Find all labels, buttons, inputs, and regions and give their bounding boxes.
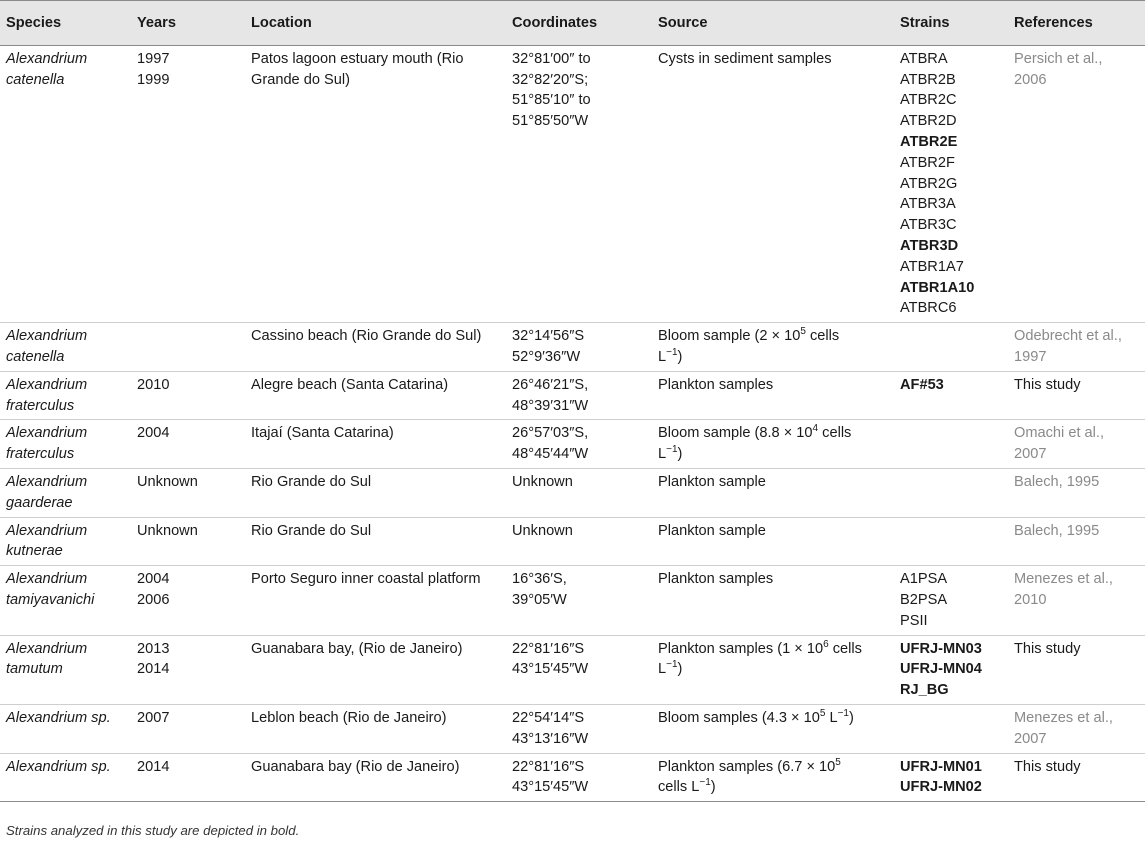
reference-cell	[1008, 420, 1145, 469]
years-cell	[131, 468, 245, 517]
strain-name: UFRJ-MN02	[900, 779, 982, 796]
years-cell-line: Unknown	[137, 473, 198, 490]
years-cell	[131, 566, 245, 635]
coordinates-cell	[506, 517, 652, 566]
source-cell: Plankton samples ($6.7 \times 10^5$ cells $L^{-1}$)	[652, 753, 894, 802]
header-coordinates: Coordinates	[506, 1, 652, 46]
species-cell-line: catenella	[6, 348, 65, 365]
strains-cell	[894, 635, 1008, 704]
coordinates-cell	[506, 566, 652, 635]
location-cell	[245, 517, 506, 566]
species-cell-line: Alexandrium sp.	[6, 758, 111, 775]
header-location: Location	[245, 1, 506, 46]
coordinates-cell	[506, 704, 652, 753]
location-cell-line: Guanabara bay (Rio de Janeiro)	[251, 758, 460, 775]
species-cell	[0, 420, 131, 469]
strain-name: ATBR1A7	[900, 258, 964, 275]
years-cell-line: Unknown	[137, 522, 198, 539]
strains-cell	[894, 468, 1008, 517]
years-cell-line: 2007	[137, 709, 170, 726]
coordinates-cell	[506, 753, 652, 802]
location-cell	[245, 420, 506, 469]
reference-cell	[1008, 468, 1145, 517]
coordinates-cell-line: 32°82′20″S;	[512, 71, 589, 88]
table-header	[0, 1, 1145, 46]
source-cell: Bloom sample ($2 \times 10^5$ cells $L^{-1}$)	[652, 323, 894, 372]
years-cell	[131, 753, 245, 802]
strain-name: ATBR3A	[900, 196, 956, 213]
species-cell	[0, 753, 131, 802]
location-cell	[245, 635, 506, 704]
strain-name: ATBRA	[900, 50, 948, 67]
coordinates-cell-line: 32°81′00″ to	[512, 50, 591, 67]
source-cell: Plankton sample	[652, 517, 894, 566]
reference-cell-line: Menezes et al.,	[1014, 571, 1113, 588]
table-row	[0, 420, 1145, 469]
location-cell-line: Grande do Sul)	[251, 71, 350, 88]
source-cell: Bloom sample ($8.8 \times 10^4$ cells $L^{-1}$)	[652, 420, 894, 469]
species-cell	[0, 704, 131, 753]
strain-name: ATBR2C	[900, 92, 957, 109]
coordinates-cell	[506, 468, 652, 517]
reference-cell-line: 2010	[1014, 591, 1047, 608]
strains-cell	[894, 566, 1008, 635]
strain-name: B2PSA	[900, 591, 948, 608]
coordinates-cell-line: 43°13′16″W	[512, 730, 589, 747]
species-cell	[0, 468, 131, 517]
location-cell	[245, 566, 506, 635]
location-cell	[245, 704, 506, 753]
header-references: References	[1008, 1, 1145, 46]
coordinates-cell	[506, 420, 652, 469]
strain-name: ATBR3C	[900, 217, 957, 234]
species-cell	[0, 371, 131, 420]
coordinates-cell-line: Unknown	[512, 522, 573, 539]
years-cell	[131, 635, 245, 704]
species-cell	[0, 635, 131, 704]
table-row	[0, 704, 1145, 753]
years-cell-line: 2013	[137, 640, 170, 657]
years-cell	[131, 517, 245, 566]
years-cell-line: 2010	[137, 376, 170, 393]
location-cell-line: Itajaí (Santa Catarina)	[251, 425, 394, 442]
table-row	[0, 45, 1145, 322]
table-row	[0, 371, 1145, 420]
coordinates-cell	[506, 371, 652, 420]
location-cell-line: Cassino beach (Rio Grande do Sul)	[251, 328, 482, 345]
species-cell-line: tamiyavanichi	[6, 591, 95, 608]
reference-cell	[1008, 323, 1145, 372]
reference-cell	[1008, 566, 1145, 635]
reference-cell	[1008, 753, 1145, 802]
years-cell	[131, 323, 245, 372]
location-cell	[245, 371, 506, 420]
species-cell-line: Alexandrium	[6, 522, 88, 539]
years-cell	[131, 45, 245, 322]
strain-name: ATBR1A10	[900, 279, 975, 296]
location-cell	[245, 753, 506, 802]
species-cell	[0, 323, 131, 372]
strains-cell	[894, 45, 1008, 322]
species-cell	[0, 517, 131, 566]
coordinates-cell-line: 52°9′36″W	[512, 348, 581, 365]
species-cell	[0, 45, 131, 322]
years-cell	[131, 420, 245, 469]
reference-cell	[1008, 635, 1145, 704]
table-row	[0, 323, 1145, 372]
reference-cell	[1008, 371, 1145, 420]
years-cell	[131, 371, 245, 420]
coordinates-cell-line: 48°39′31″W	[512, 397, 589, 414]
table-row	[0, 468, 1145, 517]
reference-cell-line: 1997	[1014, 348, 1047, 365]
years-cell-line: 1997	[137, 50, 170, 67]
species-cell-line: Alexandrium	[6, 473, 88, 490]
coordinates-cell-line: 48°45′44″W	[512, 446, 589, 463]
location-cell-line: Rio Grande do Sul	[251, 522, 372, 539]
source-cell: Cysts in sediment samples	[652, 45, 894, 322]
reference-cell-line: This study	[1014, 640, 1081, 657]
source-cell: Plankton samples	[652, 371, 894, 420]
species-cell-line: kutnerae	[6, 543, 63, 560]
coordinates-cell-line: 26°57′03″S,	[512, 425, 589, 442]
strains-cell	[894, 420, 1008, 469]
source-cell: Plankton samples	[652, 566, 894, 635]
years-cell-line: 2004	[137, 571, 170, 588]
species-cell-line: Alexandrium	[6, 376, 88, 393]
coordinates-cell	[506, 45, 652, 322]
reference-cell-line: This study	[1014, 376, 1081, 393]
coordinates-cell-line: 43°15′45″W	[512, 661, 589, 678]
reference-cell-line: This study	[1014, 758, 1081, 775]
table-row	[0, 753, 1145, 802]
reference-cell	[1008, 517, 1145, 566]
source-cell: Plankton sample	[652, 468, 894, 517]
years-cell	[131, 704, 245, 753]
coordinates-cell-line: 51°85′50″W	[512, 113, 589, 130]
reference-cell-line: 2006	[1014, 71, 1047, 88]
species-cell-line: Alexandrium	[6, 50, 88, 67]
coordinates-cell-line: 26°46′21″S,	[512, 376, 589, 393]
species-cell-line: fraterculus	[6, 446, 75, 463]
location-cell	[245, 323, 506, 372]
strain-name: ATBRC6	[900, 300, 957, 317]
reference-cell-line: Odebrecht et al.,	[1014, 328, 1122, 345]
years-cell-line: 1999	[137, 71, 170, 88]
reference-cell-line: Persich et al.,	[1014, 50, 1103, 67]
header-source: Source	[652, 1, 894, 46]
header-row	[0, 1, 1145, 46]
location-cell-line: Patos lagoon estuary mouth (Rio	[251, 50, 464, 67]
strain-name: ATBR2B	[900, 71, 956, 88]
reference-cell-line: 2007	[1014, 446, 1047, 463]
species-cell-line: Alexandrium sp.	[6, 709, 111, 726]
location-cell	[245, 45, 506, 322]
reference-cell	[1008, 45, 1145, 322]
location-cell-line: Porto Seguro inner coastal platform	[251, 571, 481, 588]
strain-name: AF#53	[900, 376, 944, 393]
source-cell: Bloom samples ($4.3 \times 10^5$ $L^{-1}$)	[652, 704, 894, 753]
strains-cell	[894, 704, 1008, 753]
strain-name: ATBR2F	[900, 154, 955, 171]
reference-cell-line: 2007	[1014, 730, 1047, 747]
coordinates-cell-line: 32°14′56″S	[512, 328, 585, 345]
reference-cell-line: Omachi et al.,	[1014, 425, 1105, 442]
species-cell-line: Alexandrium	[6, 640, 88, 657]
table-row	[0, 566, 1145, 635]
strains-cell	[894, 517, 1008, 566]
strains-cell	[894, 753, 1008, 802]
species-cell-line: gaarderae	[6, 494, 73, 511]
strain-name: A1PSA	[900, 571, 948, 588]
years-cell-line: 2014	[137, 758, 170, 775]
coordinates-cell	[506, 323, 652, 372]
species-cell-line: Alexandrium	[6, 425, 88, 442]
coordinates-cell-line: 22°81′16″S	[512, 640, 585, 657]
coordinates-cell-line: 43°15′45″W	[512, 779, 589, 796]
coordinates-cell-line: 16°36′S,	[512, 571, 567, 588]
strain-name: ATBR3D	[900, 237, 959, 254]
coordinates-cell-line: 22°81′16″S	[512, 758, 585, 775]
strain-name: PSII	[900, 612, 928, 629]
years-cell-line: 2014	[137, 661, 170, 678]
table-body	[0, 45, 1145, 801]
source-cell: Plankton samples ($1 \times 10^6$ cells $L^{-1}$)	[652, 635, 894, 704]
species-cell-line: tamutum	[6, 661, 63, 678]
coordinates-cell-line: 39°05′W	[512, 591, 567, 608]
table-footnote: Strains analyzed in this study are depicted in bold.	[6, 823, 300, 838]
strain-name: ATBR2D	[900, 113, 957, 130]
years-cell-line: 2004	[137, 425, 170, 442]
location-cell	[245, 468, 506, 517]
strains-cell	[894, 371, 1008, 420]
years-cell-line: 2006	[137, 591, 170, 608]
location-cell-line: Rio Grande do Sul	[251, 473, 372, 490]
coordinates-cell	[506, 635, 652, 704]
location-cell-line: Guanabara bay, (Rio de Janeiro)	[251, 640, 463, 657]
species-cell-line: Alexandrium	[6, 328, 88, 345]
location-cell-line: Leblon beach (Rio de Janeiro)	[251, 709, 447, 726]
species-cell	[0, 566, 131, 635]
reference-cell-line: Balech, 1995	[1014, 473, 1100, 490]
reference-cell	[1008, 704, 1145, 753]
strain-name: UFRJ-MN01	[900, 758, 982, 775]
coordinates-cell-line: Unknown	[512, 473, 573, 490]
reference-cell-line: Balech, 1995	[1014, 522, 1100, 539]
header-years: Years	[131, 1, 245, 46]
strains-cell	[894, 323, 1008, 372]
species-cell-line: catenella	[6, 71, 65, 88]
strain-name: RJ_BG	[900, 682, 949, 699]
strain-name: UFRJ-MN04	[900, 661, 982, 678]
header-species: Species	[0, 1, 131, 46]
coordinates-cell-line: 22°54′14″S	[512, 709, 585, 726]
strain-name: ATBR2E	[900, 133, 958, 150]
table-row	[0, 635, 1145, 704]
strain-name: UFRJ-MN03	[900, 640, 982, 657]
header-strains: Strains	[894, 1, 1008, 46]
species-cell-line: Alexandrium	[6, 571, 88, 588]
table-row	[0, 517, 1145, 566]
strain-name: ATBR2G	[900, 175, 958, 192]
location-cell-line: Alegre beach (Santa Catarina)	[251, 376, 449, 393]
coordinates-cell-line: 51°85′10″ to	[512, 92, 591, 109]
species-cell-line: fraterculus	[6, 397, 75, 414]
reference-cell-line: Menezes et al.,	[1014, 709, 1113, 726]
